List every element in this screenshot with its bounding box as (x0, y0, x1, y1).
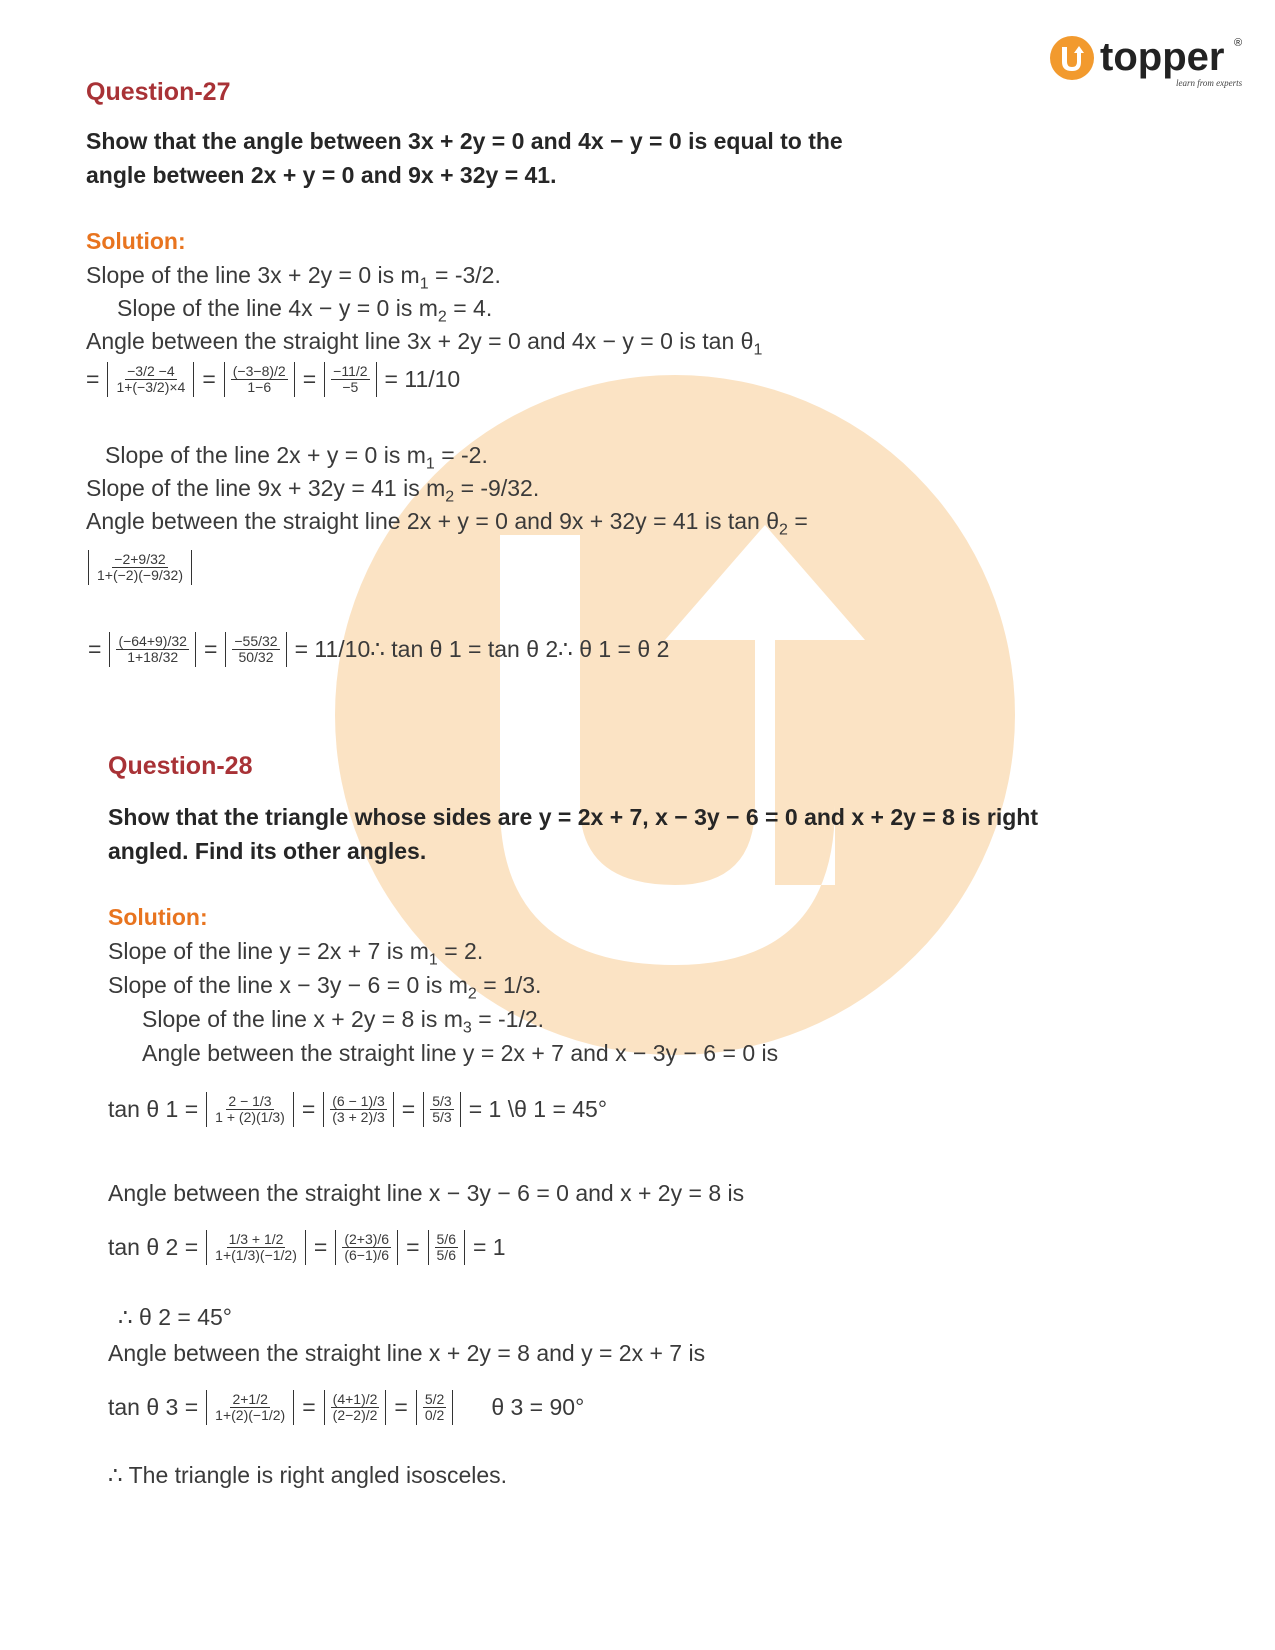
q28-formula-2-result: = 1 (472, 1234, 506, 1260)
q28-angle-line-3: Angle between the straight line x + 2y = 8 and y = 2x + 7 is (108, 1340, 706, 1366)
q28-slope-line-2: Slope of the line x − 3y − 6 = 0 is $m_2 = 1/3$. (108, 972, 542, 1003)
q28-angle-line-2: Angle between the straight line x − 3y − 6 = 0 and x + 2y = 8 is (108, 1180, 745, 1206)
q28-slope-line-1: Slope of the line y = 2x + 7 is $m_1 = 2$. (108, 938, 484, 969)
question-28-title: Question-28 (108, 752, 253, 780)
q27-angle-line-1: Angle between the straight line 3x + 2y = 0 and 4x − y = 0 is $\tan \theta_1$ (86, 328, 763, 359)
q28-formula-1-result: = 1 \θ 1 = 45° (468, 1096, 608, 1122)
registered-mark: ® (1234, 37, 1243, 49)
brand-name: topper (1100, 35, 1225, 79)
topper-logo (1048, 34, 1248, 99)
q27-slope-line-1: Slope of the line 3x + 2y = 0 is $m_1 = -3/2$. (86, 262, 501, 293)
q27-slope-line-2: Slope of the line 4x − y = 0 is $m_2 = 4$. (117, 295, 493, 326)
q28-slope-line-3: Slope of the line x + 2y = 8 is $m_3 = -1/2$. (142, 1006, 545, 1037)
q28-angle-line-1: Angle between the straight line y = 2x + 7 and x − 3y − 6 = 0 is (142, 1040, 779, 1066)
q28-conclusion: ∴ The triangle is right angled isosceles. (108, 1462, 508, 1488)
question-27-text: Show that the angle between 3x + 2y = 0 and 4x − y = 0 is equal to the angle between 2x + y = 0 and 9x + 32y = 41. (86, 128, 843, 188)
q28-solution-label: Solution: (108, 904, 208, 930)
q28-theta2-line: ∴ θ 2 = 45° (118, 1304, 232, 1330)
q27-formula-1-result: = 11/10 (384, 366, 461, 392)
question-27-title: Question-27 (86, 78, 231, 106)
question-28-text: Show that the triangle whose sides are y = 2x + 7, x − 3y − 6 = 0 and x + 2y = 8 is right angled. Find its other angles. (108, 804, 1038, 864)
brand-tagline: learn from experts (1176, 78, 1243, 88)
q28-formula-3: tan θ 3 = $\frac{2+1/2}{1+(2)(-1/2)}$ = $\frac{(4+1)/2}{(2-2)/2}$ = $\frac{5/2}{0/2}$ θ 3 = 90° (108, 1391, 585, 1423)
q28-formula-2: tan θ 2 = $\frac{1/3 + 1/2}{1+(1/3)(-1/2)}$ = $\frac{(2+3)/6}{(6-1)/6}$ = $\frac{5/6}{5/6}$ = 1 (108, 1231, 506, 1263)
q27-formula-2-result: = 11/10∴ tan θ 1 = tan θ 2∴ θ 1 = θ 2 (294, 636, 670, 662)
q27-slope-line-3: Slope of the line 2x + y = 0 is $m_1 = -2$. (105, 442, 488, 473)
q27-formula-2: = $\frac{(-64+9)/32}{1+18/32}$ = $\frac{-55/32}{50/32}$ = 11/10∴ tan θ 1 = tan θ 2∴ θ 1 = θ 2 (88, 633, 670, 665)
q27-slope-line-4: Slope of the line 9x + 32y = 41 is $m_2 = -9/32$. (86, 475, 540, 506)
q27-formula-2-top: $\frac{-2+9/32}{1+(-2)(-9/32)}$ (88, 550, 192, 585)
q28-formula-3-result: θ 3 = 90° (491, 1394, 585, 1420)
q28-formula-1: tan θ 1 = $\frac{2 - 1/3}{1 + (2)(1/3)}$ = $\frac{(6 - 1)/3}{(3 + 2)/3}$ = $\frac{5/3}{5/3}$ = 1 \θ 1 = 45° (108, 1093, 608, 1125)
abs-value-expression: $\frac{-3/2 -4}{1+(-3/2)\times 4}$ (107, 362, 194, 397)
q27-solution-label: Solution: (86, 228, 186, 254)
q27-angle-line-2: Angle between the straight line 2x + y = 0 and 9x + 32y = 41 is $\tan \theta_2$ = (86, 508, 808, 539)
q27-formula-1: = $\frac{-3/2 -4}{1+(-3/2)\times 4}$ = $\frac{(-3-8)/2}{1-6}$ = $\frac{-11/2}{-5}$ = 11/10 (86, 363, 461, 395)
